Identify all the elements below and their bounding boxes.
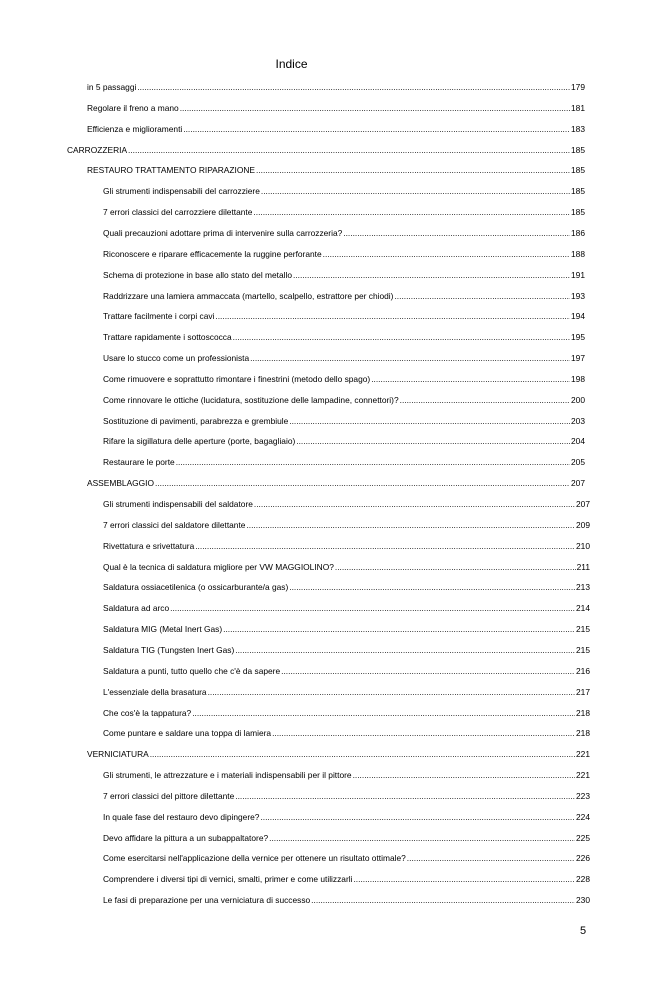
toc-entry-label: Saldatura TIG (Tungsten Inert Gas) [103,644,235,655]
toc-entry[interactable] [103,538,590,552]
toc-entry-label: Riconoscere e riparare efficacemente la ruggine perforante [103,248,322,259]
dot-leader [353,873,575,885]
dot-leader [335,561,576,573]
toc-entry-label: Quali precauzioni adottare prima di intervenire sulla carrozzeria? [103,227,343,238]
dot-leader [192,707,575,719]
toc-entry[interactable] [103,350,585,364]
toc-entry-label: L'essenziale della brasatura [103,686,207,697]
toc-entry-label: Come puntare e saldare una toppa di lamiera [103,728,272,739]
toc-entry-page: 207 [576,499,590,509]
page-number: 5 [580,925,587,937]
dot-leader [269,832,575,844]
toc-entry-page: 218 [576,707,590,718]
dot-leader [254,498,575,510]
dot-leader [223,623,575,635]
toc-entry-label: Che cos'è la tappatura? [103,707,192,718]
toc-entry-page: 228 [576,874,590,885]
toc-entry-page: 197 [571,353,585,364]
toc-entry-label: Saldatura ad arco [103,603,170,614]
toc-entry-label: Gli strumenti indispensabili del carrozziere [103,186,260,197]
dot-leader [261,185,570,197]
toc-entry-page: 209 [576,519,590,530]
dot-leader [256,164,570,176]
dot-leader [215,310,570,322]
dot-leader [246,519,575,531]
toc-entry-page: 198 [571,373,585,384]
toc-entry[interactable] [103,767,590,781]
toc-entry[interactable] [87,746,590,760]
toc-entry-label: Efficienza e miglioramenti [87,123,183,134]
toc-entry[interactable] [103,684,590,698]
toc-entry-label: Saldatura MIG (Metal Inert Gas) [103,624,223,635]
toc-entry[interactable] [103,517,590,531]
toc-entry[interactable] [103,225,585,239]
toc-entry-page: 193 [571,290,585,301]
toc-entry-page: 215 [576,644,590,655]
toc-entry-page: 204 [571,436,585,447]
dot-leader [371,373,570,385]
toc-entry-label: 7 errori classici del pittore dilettante [103,790,235,801]
dot-leader [170,602,575,614]
toc-entry[interactable] [103,329,585,343]
toc-entry[interactable] [103,183,585,197]
toc-entry-page: 230 [576,895,590,906]
toc-entry-page: 185 [571,144,585,155]
toc-entry-page: 185 [571,165,585,176]
dot-leader [137,81,570,93]
toc-entry-page: 223 [576,790,590,801]
toc-entry-label: Sostituzione di pavimenti, parabrezza e grembiule [103,415,289,426]
toc-entry-label: CARROZZERIA [67,144,128,155]
dot-leader [407,852,575,864]
toc-entry[interactable] [103,392,585,406]
dot-leader [208,686,575,698]
toc-entry[interactable] [87,162,585,176]
toc-entry[interactable] [103,663,590,677]
toc-entry-label: Qual è la tecnica di saldatura migliore per VW MAGGIOLINO? [103,561,334,572]
toc-entry-label: Devo affidare la pittura a un subappaltatore? [103,832,269,843]
toc-entry[interactable] [103,267,585,281]
toc-entry-page: 221 [576,749,590,760]
toc-entry[interactable] [103,621,590,635]
toc-entry-label: Gli strumenti indispensabili del saldatore [103,499,253,509]
toc-entry-page: 211 [576,561,590,572]
toc-entry[interactable] [67,142,585,156]
dot-leader [311,894,575,906]
toc-entry-label: Usare lo stucco come un professionista [103,353,250,364]
dot-leader [183,123,570,135]
toc-entry-page: 216 [576,665,590,676]
toc-entry[interactable] [103,705,590,719]
toc-entry-label: Regolare il freno a mano [87,102,179,113]
toc-entry[interactable] [103,371,585,385]
toc-entry-label: Trattare facilmente i corpi cavi [103,311,215,322]
toc-entry-page: 226 [576,853,590,864]
dot-leader [176,456,570,468]
toc-entry-page: 224 [576,811,590,822]
toc-entry[interactable] [87,475,585,489]
toc-entry-page: 217 [576,686,590,697]
toc-entry-page: 225 [576,832,590,843]
toc-entry-label: Rivettatura e srivettatura [103,540,195,551]
dot-leader [253,206,570,218]
toc-entry-page: 185 [571,186,585,197]
toc-entry[interactable] [103,579,590,593]
dot-leader [155,477,570,489]
toc-entry[interactable] [103,433,585,447]
toc-entry-label: Restaurare le porte [103,457,175,468]
dot-leader [128,144,570,156]
toc-entry-page: 221 [576,770,590,781]
toc-entry-page: 183 [571,123,585,134]
toc-entry-page: 195 [571,332,585,343]
dot-leader [281,665,575,677]
toc-entry[interactable] [103,725,590,739]
toc-entry-label: Saldatura ossiacetilenica (o ossicarburante/a gas) [103,582,289,593]
toc-entry-page: 194 [571,311,585,322]
dot-leader [250,352,570,364]
toc-entry-page: 191 [571,269,585,280]
toc-title: Indice [275,57,308,71]
dot-leader [343,227,570,239]
toc-entry-label: Come esercitarsi nell'applicazione della vernice per ottenere un risultato ottimale? [103,853,406,864]
toc-entry[interactable] [103,809,590,823]
toc-entry-label: Rifare la sigillatura delle aperture (porte, bagagliaio) [103,436,296,447]
dot-leader [289,415,570,427]
toc-entry[interactable] [103,830,590,844]
toc-entry-page: 213 [576,582,590,593]
dot-leader [260,811,575,823]
dot-leader [233,331,570,343]
toc-entry[interactable] [103,850,590,864]
toc-entry[interactable] [103,496,590,510]
toc-entry-page: 207 [571,478,585,489]
toc-entry-page: 181 [571,102,585,113]
toc-entry[interactable] [103,559,590,573]
toc-entry-page: 214 [576,603,590,614]
dot-leader [323,248,570,260]
toc-entry-label: Raddrizzare una lamiera ammaccata (martello, scalpello, estrattore per chiodi) [103,290,394,301]
toc-entry-page: 179 [571,82,585,92]
dot-leader [293,269,570,281]
toc-entry-page: 210 [576,540,590,551]
toc-entry-label: Come rinnovare le ottiche (lucidatura, sostituzione delle lampadine, connettori)? [103,394,399,405]
dot-leader [195,540,575,552]
toc-entry[interactable] [87,100,585,114]
toc-entry-label: RESTAURO TRATTAMENTO RIPARAZIONE [87,165,255,176]
toc-entry-page: 215 [576,624,590,635]
toc-entry-label: Saldatura a punti, tutto quello che c'è da sapere [103,665,281,676]
toc-entry-page: 188 [571,248,585,259]
dot-leader [272,727,575,739]
toc-entry[interactable] [103,246,585,260]
toc-entry-label: VERNICIATURA [87,749,149,760]
toc-entry-label: Comprendere i diversi tipi di vernici, smalti, primer e come utilizzarli [103,874,353,885]
toc-entry-page: 186 [571,227,585,238]
toc-entry-label: in 5 passaggi [87,82,137,92]
toc-entry[interactable] [103,600,590,614]
toc-entry-label: Schema di protezione in base allo stato del metallo [103,269,293,280]
dot-leader [235,790,575,802]
toc-entry-label: 7 errori classici del carrozziere dilettante [103,207,253,218]
toc-entry-page: 203 [571,415,585,426]
toc-entry-label: 7 errori classici del saldatore dilettante [103,519,246,530]
toc-entry[interactable] [103,204,585,218]
toc-entry[interactable] [103,454,585,468]
toc-entry[interactable] [103,413,585,427]
toc-entry[interactable] [103,871,590,885]
toc-entry-label: Le fasi di preparazione per una verniciatura di successo [103,895,311,906]
toc-entry-label: Gli strumenti, le attrezzature e i materiali indispensabili per il pittore [103,770,352,781]
toc-entry[interactable] [87,79,585,93]
dot-leader [235,644,575,656]
dot-leader [150,748,575,760]
toc-entry[interactable] [87,121,585,135]
toc-entry[interactable] [103,892,590,906]
toc-entry-page: 200 [571,394,585,405]
toc-entry-label: Trattare rapidamente i sottoscocca [103,332,232,343]
toc-entry-label: In quale fase del restauro devo dipingere? [103,811,260,822]
toc-entry[interactable] [103,642,590,656]
toc-entry-page: 185 [571,207,585,218]
toc-entry-label: Come rimuovere e soprattutto rimontare i finestrini (metodo dello spago) [103,373,371,384]
dot-leader [180,102,570,114]
toc-entry[interactable] [103,288,585,302]
dot-leader [353,769,575,781]
toc-entry-page: 218 [576,728,590,739]
toc-entry[interactable] [103,788,590,802]
dot-leader [296,435,570,447]
dot-leader [394,290,570,302]
dot-leader [400,394,570,406]
toc-entry-page: 205 [571,457,585,468]
toc-entry-label: ASSEMBLAGGIO [87,478,155,489]
dot-leader [289,581,575,593]
toc-entry[interactable] [103,308,585,322]
